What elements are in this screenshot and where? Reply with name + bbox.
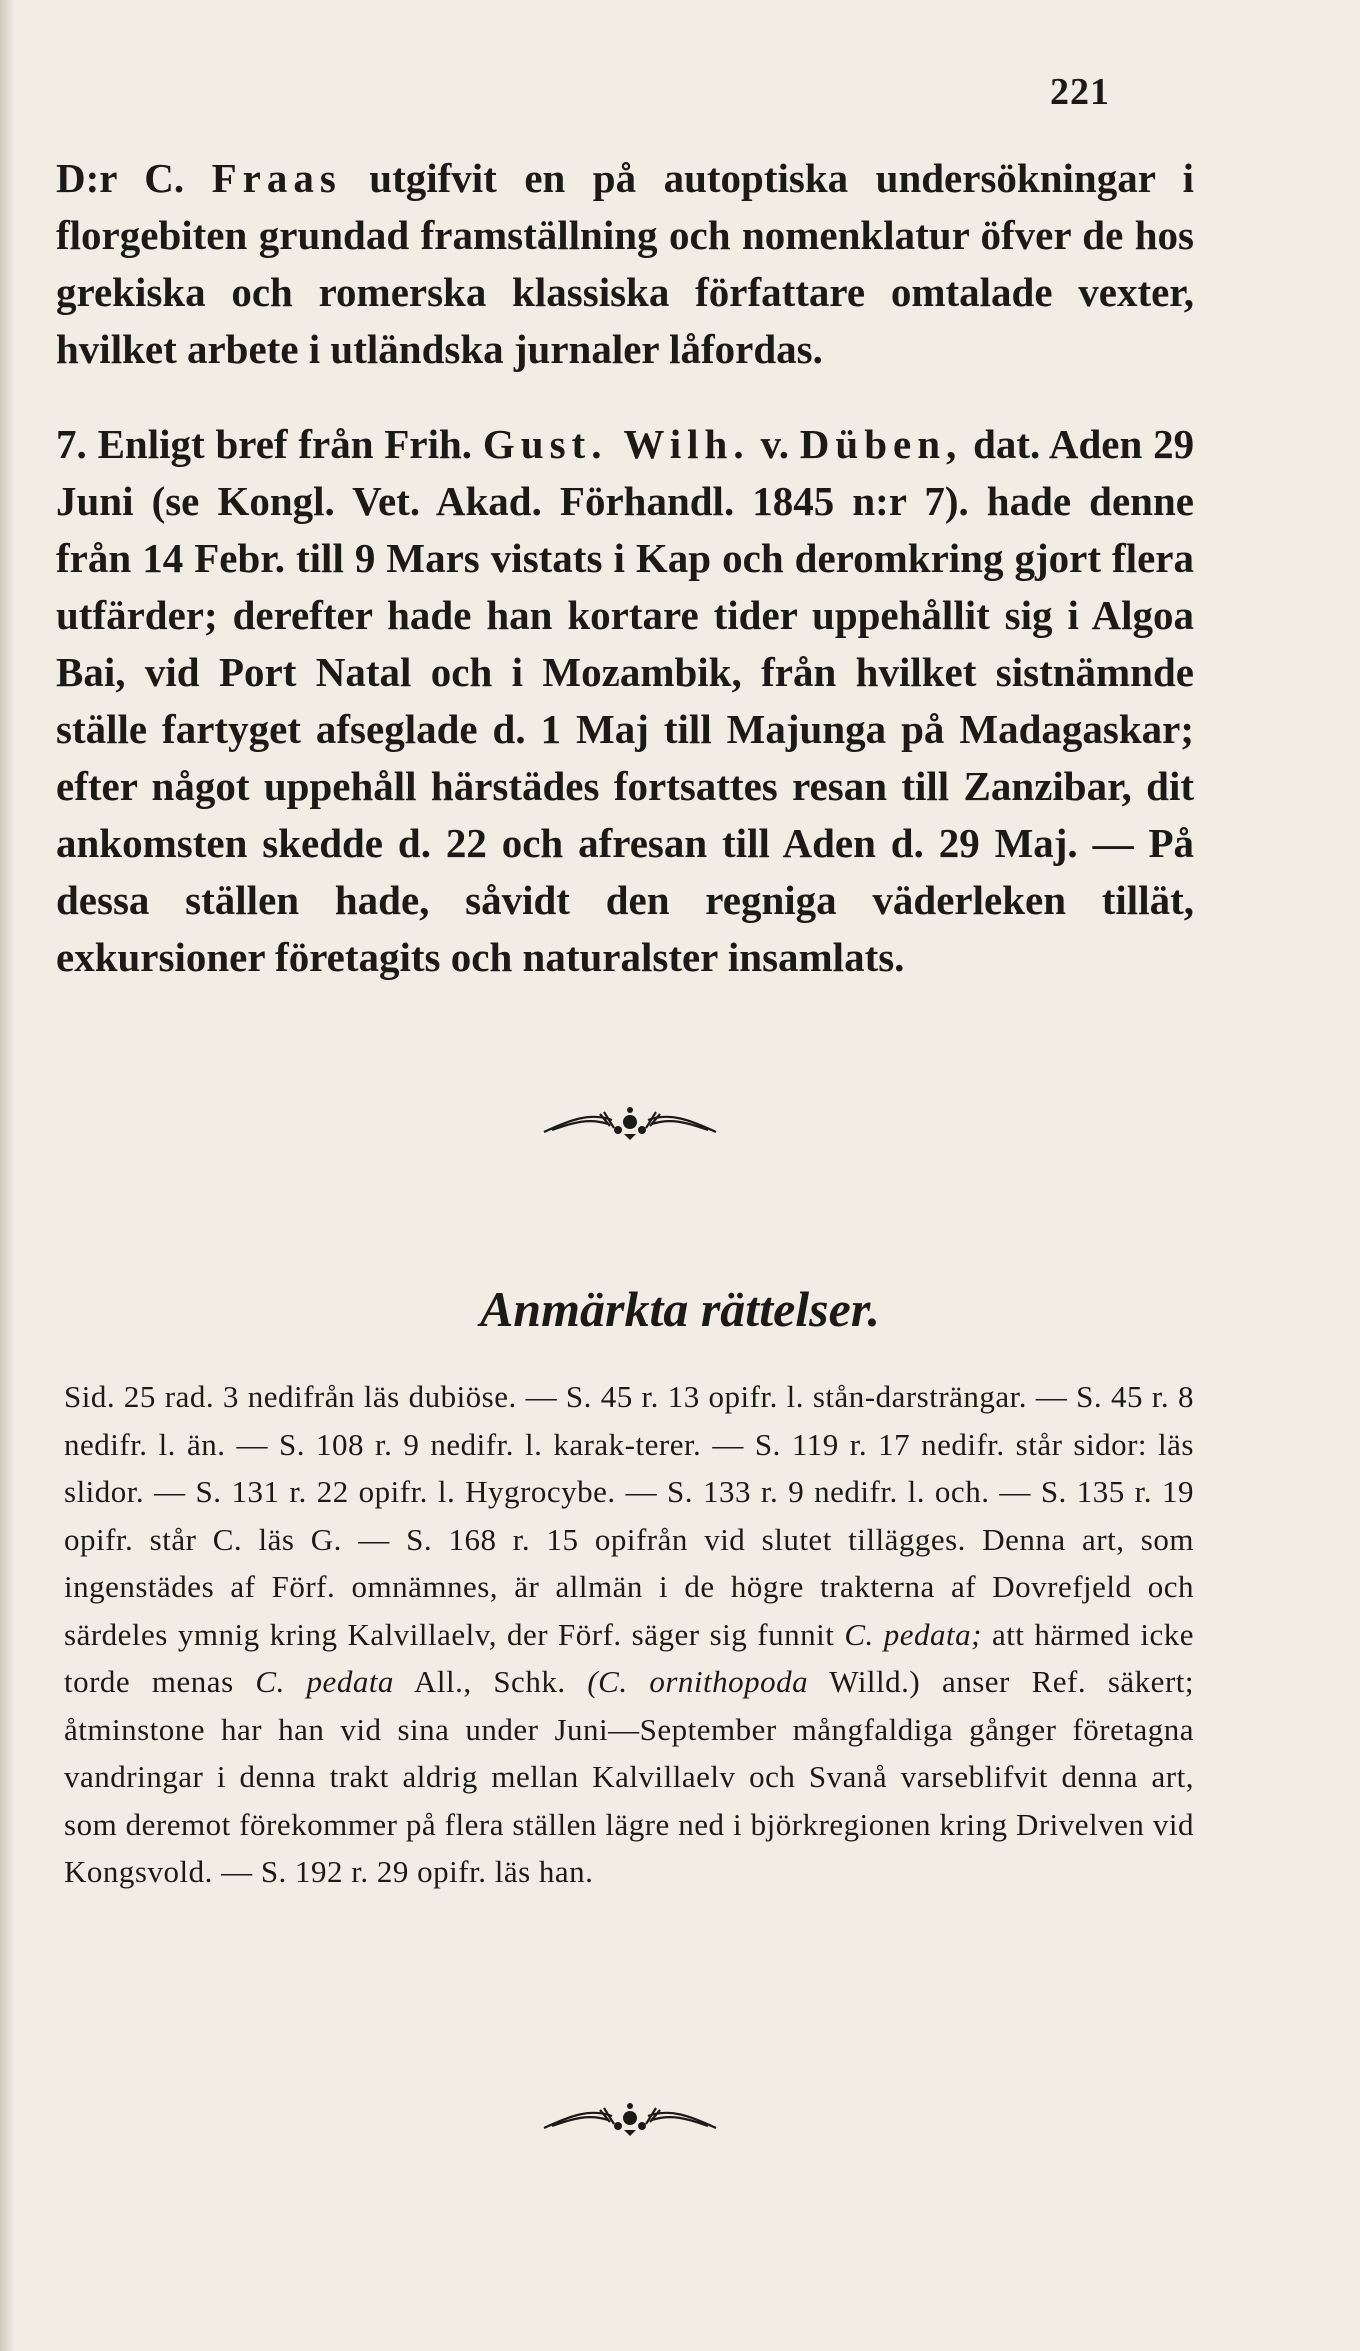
author-name: Fraas [211,155,342,201]
page-edge-shadow [0,0,14,2351]
paragraph-duben [56,416,1194,986]
errata-italic: C. pedata [255,1664,394,1699]
errata-segment: att härmed icke torde menas [64,1616,1195,1699]
errata-title: Anmärkta rättelser. [479,1281,881,1337]
person-name-first: Gust. Wilh. [482,421,750,467]
paragraph-fraas [56,150,1194,378]
person-name-last: Düben, [799,421,963,467]
fleuron-icon [540,2098,720,2138]
paragraph-text: dat. Aden 29 Juni (se Kongl. Vet. Akad. Förhandl. 1845 n:r 7). hade denne från 14 Febr. till 9 Mars vistats i Kap och deromkring gjort flera utfärder; derefter hade han kortare tider uppehållit sig i Algoa Bai, vid Port Natal och i Mozambik, från hvilket sistnämnde ställe fartyget afseglade d. 1 Maj till Majunga på Madagaskar; efter något uppehåll härstädes fortsattes resan till Zanzibar, dit ankomsten skedde d. 22 och afresan till Aden d. 29 Maj. — På dessa ställen hade, såvidt den regniga väderleken tillät, exkursioner företagits och naturalster insamlats. [56,421,1195,980]
fleuron-ornament [540,2098,720,2138]
paragraph-intro: Enligt bref från Frih. [97,421,473,467]
fleuron-ornament [540,1102,720,1142]
page-number: 221 [1050,71,1110,113]
author-prefix: D:r C. [56,155,185,201]
fleuron-icon [540,1102,720,1142]
person-name-particle: v. [760,421,789,467]
errata-segment: Sid. 25 rad. 3 nedifrån läs dubiöse. — S. 45 r. 13 opifr. l. stån-darsträngar. — S. 45 r. 8 nedifr. l. än. — S. 108 r. 9 nedifr. l. karak-terer. — S. 119 r. 17 nedifr. står sidor: läs slidor. — S. 131 r. 22 opifr. l. Hygrocybe. — S. 133 r. 9 nedifr. l. och. — S. 135 r. 19 opifr. står C. läs G. — S. 168 r. 15 opifrån vid slutet tillägges. Denna art, som ingenstädes af Förf. omnämnes, är allmän i de högre trakterna af Dovrefjeld och särdeles ymnig kring Kalvillaelv, der Förf. säger sig funnit [64,1379,1194,1652]
errata-text [64,1373,1194,1896]
errata-italic: C. pedata; [844,1616,982,1652]
paragraph-number: 7. [56,421,87,467]
main-text [56,150,1194,986]
errata-segment: All., Schk. [413,1664,566,1699]
errata-segment: Willd.) anser Ref. säkert; åtminstone har han vid sina under Juni—September mångfaldiga gånger företagna vandringar i denna trakt aldrig mellan Kalvillaelv och Svanå varseblifvit denna art, som deremot förekommer på flera ställen lägre ned i björkregionen kring Drivelven vid Kongsvold. — S. 192 r. 29 opifr. läs han. [64,1664,1194,1889]
paragraph-text: utgifvit en på autoptiska undersökningar i florgebiten grundad framställning och nomenklatur öfver de hos grekiska och romerska klassiska författare omtalade vexter, hvilket arbete i utländska jurnaler låfordas. [56,155,1195,372]
errata-italic: (C. ornithopoda [587,1664,809,1699]
